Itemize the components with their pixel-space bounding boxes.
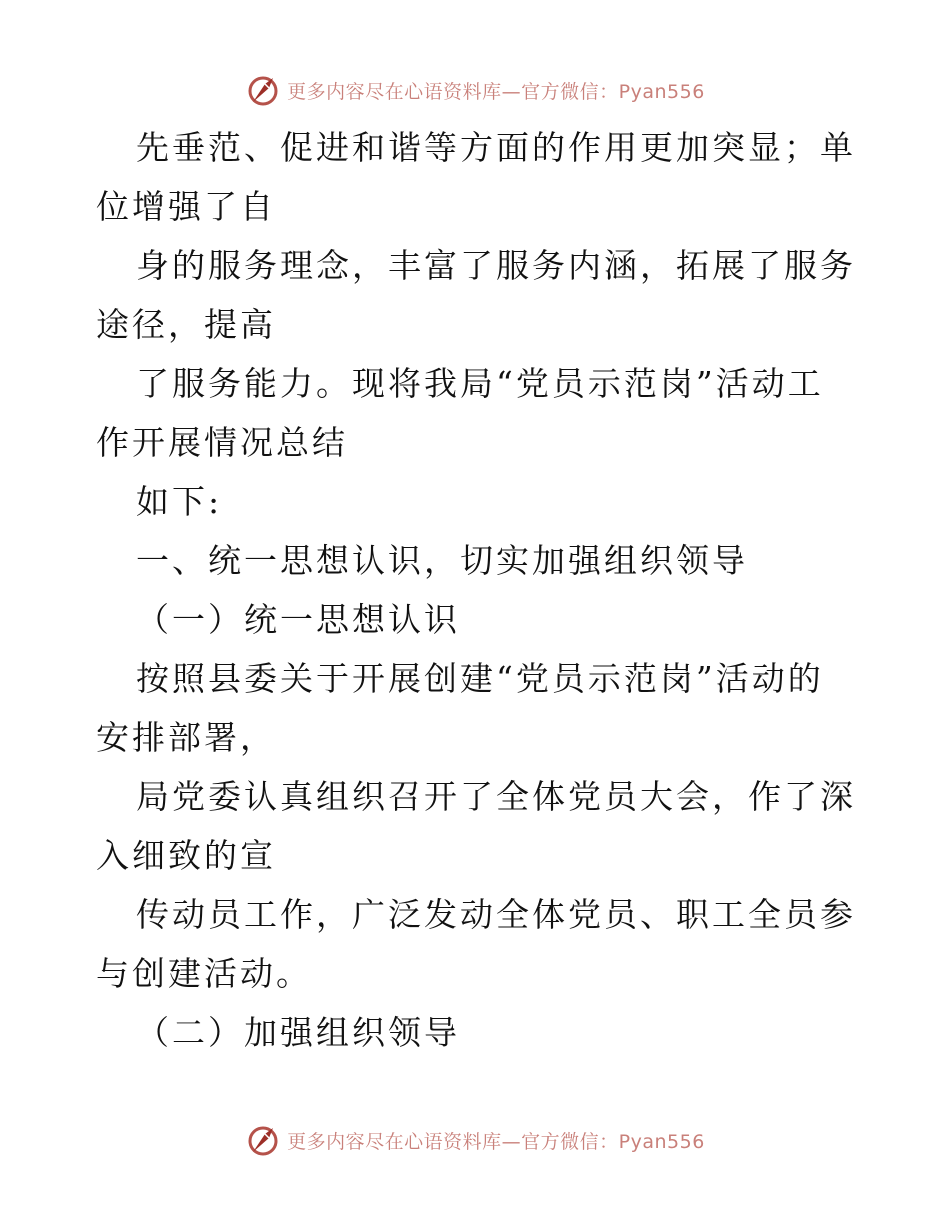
pen-nib-logo-icon bbox=[245, 1122, 281, 1158]
paragraph: 身的服务理念，丰富了服务内涵，拓展了服务途径，提高 bbox=[96, 246, 856, 344]
document-body bbox=[96, 118, 856, 1062]
section-heading: 一、统一思想认识，切实加强组织领导 bbox=[136, 541, 748, 580]
subsection-heading: （一）统一思想认识 bbox=[136, 600, 460, 639]
paragraph: 局党委认真组织召开了全体党员大会，作了深入细致的宣 bbox=[96, 777, 856, 875]
footer-banner bbox=[0, 1118, 950, 1162]
paragraph: 传动员工作，广泛发动全体党员、职工全员参与创建活动。 bbox=[96, 895, 856, 993]
header-banner-text: 更多内容尽在心语资料库—官方微信：Pyan556 bbox=[287, 80, 705, 103]
paragraph: 如下: bbox=[136, 482, 223, 521]
paragraph: 按照县委关于开展创建“党员示范岗”活动的安排部署， bbox=[96, 659, 824, 757]
header-banner bbox=[0, 68, 950, 112]
subsection-heading: （二）加强组织领导 bbox=[136, 1013, 460, 1052]
pen-nib-logo-icon bbox=[245, 72, 281, 108]
paragraph: 先垂范、促进和谐等方面的作用更加突显；单位增强了自 bbox=[96, 128, 856, 226]
paragraph: 了服务能力。现将我局“党员示范岗”活动工作开展情况总结 bbox=[96, 364, 824, 462]
footer-banner-text: 更多内容尽在心语资料库—官方微信：Pyan556 bbox=[287, 1130, 705, 1153]
